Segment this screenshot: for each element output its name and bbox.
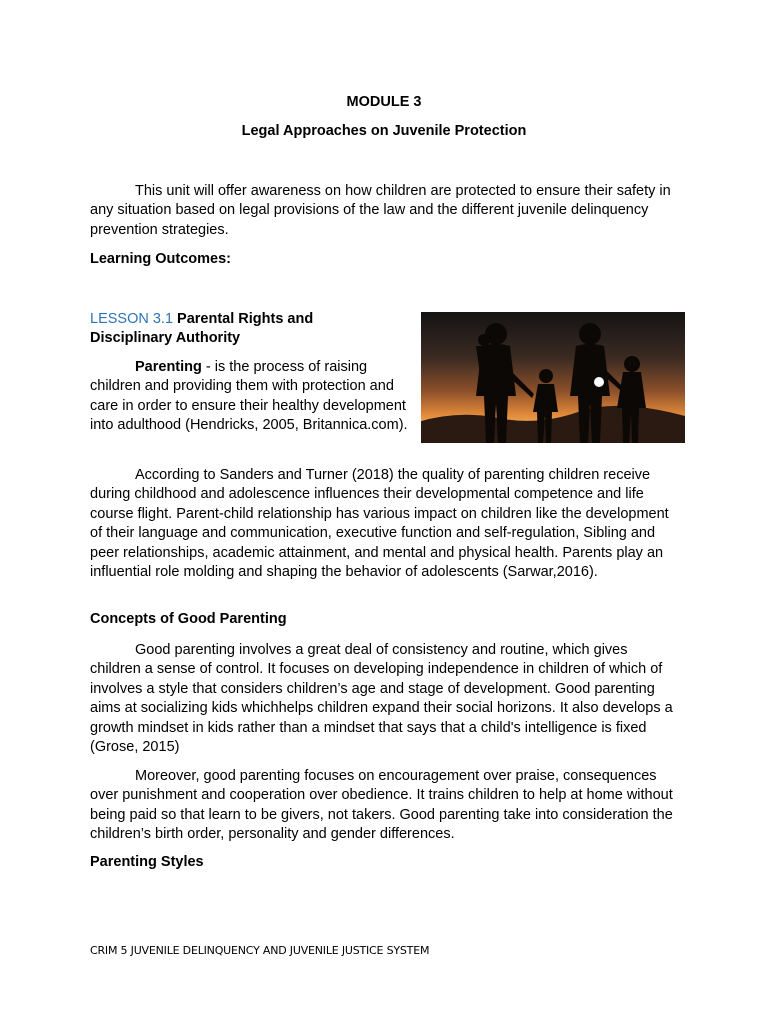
lesson-heading <box>90 310 390 348</box>
module-subtitle: Legal Approaches on Juvenile Protection <box>241 123 527 139</box>
sanders-paragraph: According to Sanders and Turner (2018) the quality of parenting children receive during childhood and adolescence influences their developmental competence and life course flight. Parent-child relationship has various impact on children like the development of their language and communication, executive function and self-regulation, Sibling and peer relationships, academic attainment, and mental and physical health. Parents play an influential role molding and shaping the behavior of adolescents (Sarwar,2016). <box>90 467 669 581</box>
intro-paragraph: This unit will offer awareness on how children are protected to ensure their safety in any situation based on legal provisions of the law and the different juvenile delinquency prevention strategies. <box>90 183 671 238</box>
good-parenting-paragraph: Good parenting involves a great deal of consistency and routine, which gives children a sense of control. It focuses on developing independence in children of which of involves a style that considers children’s age and stage of development. Good parenting aims at socializing kids whichhelps children expand their social horizons. It also develops a growth mindset in kids rather than a mindset that says that a child's intelligence is fixed (Grose, 2015) <box>90 642 673 756</box>
learning-outcomes-heading: Learning Outcomes: <box>90 251 231 267</box>
moreover-paragraph: Moreover, good parenting focuses on encouragement over praise, consequences over punishment and cooperation over obedience. It trains children to help at home without being paid so that learn to be givers, not takers. Good parenting take into consideration the children’s birth order, personality and gender differences. <box>90 768 673 843</box>
parenting-definition <box>90 358 410 436</box>
concepts-heading: Concepts of Good Parenting <box>90 611 287 627</box>
family-silhouette-image <box>418 312 685 443</box>
parenting-definition-text: - is the process of raising children and providing them with protection and care in order to ensure their healthy development into adulthood (Hendricks, 2005, Britannica.com). <box>90 359 408 434</box>
parenting-styles-heading: Parenting Styles <box>90 854 204 870</box>
page-footer: CRIM 5 JUVENILE DELINQUENCY AND JUVENILE JUSTICE SYSTEM <box>90 944 430 957</box>
lesson-number: LESSON 3.1 <box>90 311 174 327</box>
parenting-term: Parenting <box>135 359 202 375</box>
lesson-title: Parental Rights and Disciplinary Authority <box>90 311 314 346</box>
module-title: MODULE 3 <box>346 94 422 110</box>
